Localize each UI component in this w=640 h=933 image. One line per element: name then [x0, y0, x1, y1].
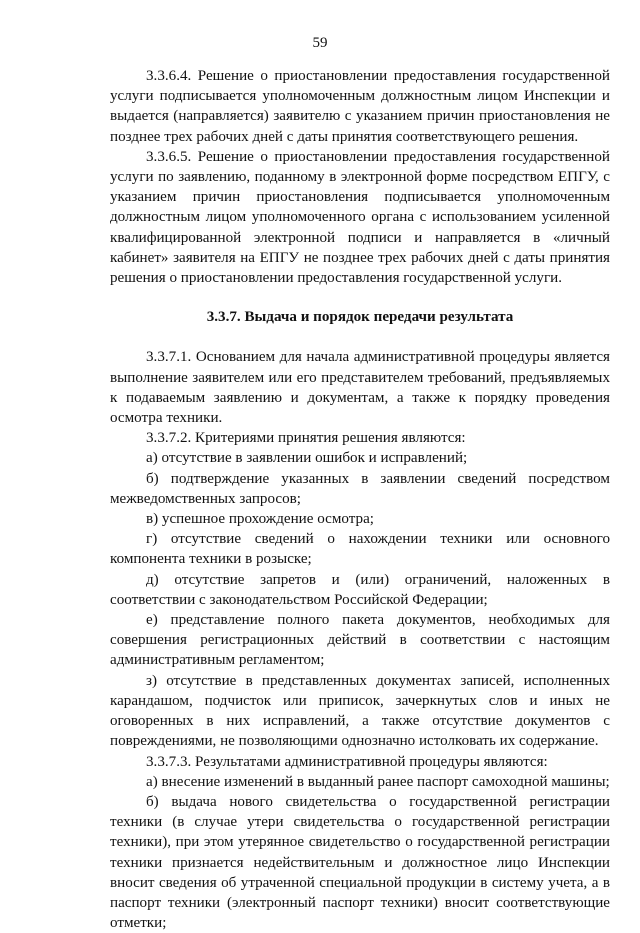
paragraph-3-3-7-1: 3.3.7.1. Основанием для начала административной процедуры является выполнение заявителем или его представителем требований, предъявляемых к подаваемым заявлению и документам, а также к порядку проведения осмотра техники. [110, 349, 610, 427]
result-item-b: б) выдача нового свидетельства о государственной регистрации техники (в случае утери свидетельства о государственной регистрации техники), при этом утерянное свидетельство о государственной регистрации техники признается недействительным и должностное лицо Инспекции вносит сведения об утраченной специальной продукции в систему учета, а в паспорт техники (электронный паспорт техники) вносит соответствующие отметки; [110, 793, 610, 932]
document-body [110, 66, 610, 933]
list-item-e: е) представление полного пакета документов, необходимых для совершения регистрационных действий в соответствии с настоящим административным регламентом; [110, 612, 610, 669]
list-item-g: г) отсутствие сведений о нахождении техники или основного компонента техники в розыске; [110, 531, 610, 568]
paragraph-3-3-6-4: 3.3.6.4. Решение о приостановлении предоставления государственной услуги подписывается уполномоченным должностным лицом Инспекции и выдается (направляется) заявителю с указанием причин приостановления не позднее трех рабочих дней с даты принятия соответствующего решения. [110, 68, 610, 145]
list-item-v: в) успешное прохождение осмотра; [146, 511, 374, 528]
list-item-z: з) отсутствие в представленных документах записей, исполненных карандашом, подчисток или приписок, зачеркнутых слов и иных не оговоренных в них исправлений, а также отсутствие документов с повреждениями, не позволяющими однозначно истолковать их содержание. [110, 672, 610, 750]
list-item-b: б) подтверждение указанных в заявлении сведений посредством межведомственных запросов; [110, 470, 610, 507]
paragraph-3-3-7-2: 3.3.7.2. Критериями принятия решения являются: [146, 430, 466, 447]
list-item-a: а) отсутствие в заявлении ошибок и исправлений; [146, 450, 468, 467]
result-item-a: а) внесение изменений в выданный ранее паспорт самоходной машины; [146, 773, 610, 790]
section-heading: 3.3.7. Выдача и порядок передачи результата [206, 309, 514, 326]
page-number: 59 [312, 35, 328, 51]
list-item-d: д) отсутствие запретов и (или) ограничений, наложенных в соответствии с законодательством Российской Федерации; [110, 571, 610, 608]
paragraph-3-3-6-5: 3.3.6.5. Решение о приостановлении предоставления государственной услуги по заявлению, поданному в электронной форме посредством ЕПГУ, с указанием причин приостановления подписывается уполномоченным должностным лицом уполномоченного органа с использованием усиленной квалифицированной электронной подписи и направляется в «личный кабинет» заявителя на ЕПГУ не позднее трех рабочих дней с даты принятия решения о приостановлении предоставления государственной услуги. [110, 148, 610, 287]
paragraph-3-3-7-3: 3.3.7.3. Результатами административной процедуры являются: [146, 753, 548, 770]
